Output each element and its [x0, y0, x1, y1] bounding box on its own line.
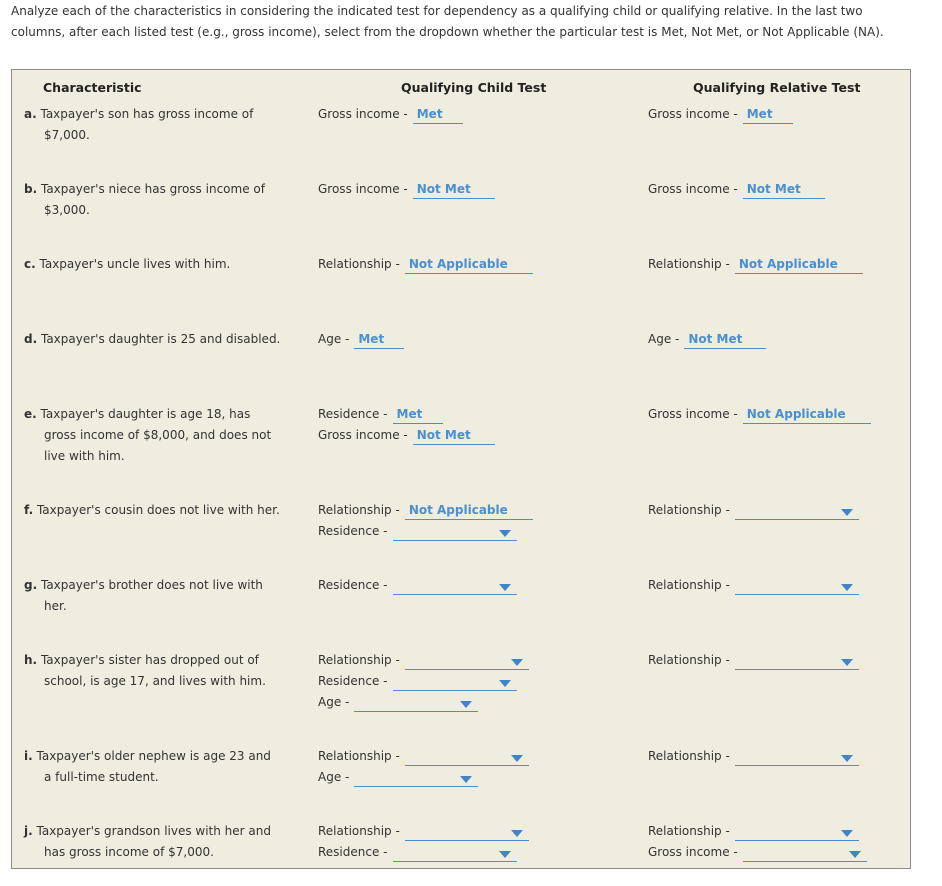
- test-answer-dropdown[interactable]: [393, 671, 517, 691]
- child-test-line: [318, 104, 618, 125]
- child-test-line: [318, 425, 618, 446]
- chevron-down-icon[interactable]: [460, 776, 472, 783]
- child-test-line: [318, 575, 618, 596]
- characteristic-line: Taxpayer's son has gross income of: [40, 107, 254, 121]
- test-label: Residence -: [318, 578, 388, 592]
- characteristic-text: [24, 329, 292, 350]
- relative-tests: [648, 179, 942, 200]
- test-label: Gross income -: [648, 182, 738, 196]
- child-tests: [318, 254, 618, 275]
- characteristic-line: $3,000.: [44, 203, 90, 217]
- item-letter: g.: [24, 578, 38, 592]
- relative-tests: [648, 650, 942, 671]
- characteristic-line: Taxpayer's older nephew is age 23 and: [36, 749, 271, 763]
- relative-test-line: [648, 650, 942, 671]
- characteristic-text: [24, 575, 292, 617]
- test-label: Age -: [648, 332, 680, 346]
- relative-tests: [648, 104, 942, 125]
- characteristic-text: [24, 179, 292, 221]
- child-test-line: [318, 521, 618, 542]
- child-test-line: [318, 821, 618, 842]
- relative-tests: [648, 404, 942, 425]
- test-answer-dropdown[interactable]: Not Applicable: [735, 254, 863, 274]
- test-label: Relationship -: [318, 749, 400, 763]
- child-test-line: [318, 842, 618, 863]
- test-label: Gross income -: [318, 182, 408, 196]
- test-label: Age -: [318, 332, 350, 346]
- relative-tests: [648, 821, 942, 863]
- test-answer-dropdown[interactable]: [405, 821, 529, 841]
- characteristic-line: live with him.: [44, 449, 125, 463]
- test-label: Age -: [318, 695, 350, 709]
- relative-test-line: [648, 329, 942, 350]
- characteristic-line: Taxpayer's uncle lives with him.: [39, 257, 231, 271]
- test-answer-dropdown[interactable]: [354, 767, 478, 787]
- child-test-line: [318, 650, 618, 671]
- characteristic-text: [24, 650, 292, 692]
- header-characteristic: Characteristic: [43, 80, 142, 95]
- test-label: Relationship -: [648, 257, 730, 271]
- test-answer-dropdown[interactable]: [743, 842, 867, 862]
- test-answer-dropdown[interactable]: Met: [743, 104, 793, 124]
- relative-tests: [648, 500, 942, 521]
- test-answer-dropdown[interactable]: Met: [393, 404, 443, 424]
- item-letter: d.: [24, 332, 38, 346]
- test-answer-dropdown[interactable]: [735, 650, 859, 670]
- test-answer-dropdown[interactable]: Not Met: [413, 179, 495, 199]
- child-test-line: [318, 404, 618, 425]
- characteristic-text: [24, 254, 292, 275]
- test-answer-dropdown[interactable]: [354, 692, 478, 712]
- test-label: Age -: [318, 770, 350, 784]
- child-test-line: [318, 254, 618, 275]
- child-test-line: [318, 746, 618, 767]
- test-answer-dropdown[interactable]: Not Met: [743, 179, 825, 199]
- child-tests: [318, 575, 618, 596]
- characteristic-line: Taxpayer's grandson lives with her and: [36, 824, 271, 838]
- test-answer-dropdown[interactable]: [735, 575, 859, 595]
- child-tests: [318, 821, 618, 863]
- characteristic-line: her.: [44, 599, 67, 613]
- item-letter: i.: [24, 749, 33, 763]
- relative-test-line: [648, 404, 942, 425]
- child-tests: [318, 179, 618, 200]
- chevron-down-icon[interactable]: [499, 851, 511, 858]
- chevron-down-icon[interactable]: [511, 830, 523, 837]
- relative-test-line: [648, 104, 942, 125]
- test-label: Residence -: [318, 524, 388, 538]
- item-letter: c.: [24, 257, 36, 271]
- chevron-down-icon[interactable]: [841, 659, 853, 666]
- test-label: Relationship -: [318, 653, 400, 667]
- test-answer-dropdown[interactable]: Not Met: [684, 329, 766, 349]
- test-answer-dropdown[interactable]: Met: [413, 104, 463, 124]
- child-tests: [318, 329, 618, 350]
- relative-test-line: [648, 821, 942, 842]
- test-label: Residence -: [318, 845, 388, 859]
- child-tests: [318, 650, 618, 713]
- characteristic-line: a full-time student.: [44, 770, 159, 784]
- chevron-down-icon[interactable]: [841, 509, 853, 516]
- test-label: Relationship -: [648, 824, 730, 838]
- chevron-down-icon[interactable]: [511, 659, 523, 666]
- relative-test-line: [648, 746, 942, 767]
- header-qualifying-relative: Qualifying Relative Test: [693, 80, 861, 95]
- child-tests: [318, 404, 618, 446]
- test-answer-dropdown[interactable]: Not Applicable: [743, 404, 871, 424]
- item-letter: j.: [24, 824, 33, 838]
- test-label: Relationship -: [648, 503, 730, 517]
- child-test-line: [318, 179, 618, 200]
- chevron-down-icon[interactable]: [511, 755, 523, 762]
- characteristic-line: Taxpayer's niece has gross income of: [40, 182, 265, 196]
- chevron-down-icon[interactable]: [841, 584, 853, 591]
- relative-tests: [648, 575, 942, 596]
- characteristic-text: [24, 500, 292, 521]
- item-letter: h.: [24, 653, 38, 667]
- test-answer-dropdown[interactable]: [735, 821, 859, 841]
- child-test-line: [318, 500, 618, 521]
- chevron-down-icon[interactable]: [849, 851, 861, 858]
- characteristic-text: [24, 821, 292, 863]
- characteristic-line: Taxpayer's brother does not live with: [40, 578, 263, 592]
- test-label: Gross income -: [648, 845, 738, 859]
- test-answer-dropdown[interactable]: [405, 650, 529, 670]
- chevron-down-icon[interactable]: [460, 701, 472, 708]
- test-answer-dropdown[interactable]: [393, 842, 517, 862]
- test-answer-dropdown[interactable]: [735, 746, 859, 766]
- characteristic-line: Taxpayer's daughter is age 18, has: [40, 407, 251, 421]
- test-answer-dropdown[interactable]: [405, 746, 529, 766]
- test-answer-dropdown[interactable]: Met: [354, 329, 404, 349]
- test-label: Gross income -: [648, 407, 738, 421]
- test-label: Relationship -: [648, 578, 730, 592]
- relative-tests: [648, 746, 942, 767]
- test-label: Relationship -: [318, 503, 400, 517]
- chevron-down-icon[interactable]: [841, 755, 853, 762]
- relative-tests: [648, 329, 942, 350]
- chevron-down-icon[interactable]: [499, 584, 511, 591]
- child-tests: [318, 746, 618, 788]
- child-tests: [318, 500, 618, 542]
- test-label: Relationship -: [318, 257, 400, 271]
- characteristic-line: Taxpayer's sister has dropped out of: [40, 653, 259, 667]
- relative-test-line: [648, 842, 942, 863]
- child-test-line: [318, 692, 618, 713]
- child-test-line: [318, 329, 618, 350]
- child-test-line: [318, 767, 618, 788]
- characteristic-line: $7,000.: [44, 128, 90, 142]
- characteristic-line: school, is age 17, and lives with him.: [44, 674, 266, 688]
- relative-test-line: [648, 500, 942, 521]
- characteristic-line: has gross income of $7,000.: [44, 845, 214, 859]
- relative-test-line: [648, 254, 942, 275]
- chevron-down-icon[interactable]: [499, 530, 511, 537]
- item-letter: f.: [24, 503, 34, 517]
- test-answer-dropdown[interactable]: Not Applicable: [405, 500, 533, 520]
- test-answer-dropdown[interactable]: Not Applicable: [405, 254, 533, 274]
- test-answer-dropdown[interactable]: [393, 521, 517, 541]
- test-answer-dropdown[interactable]: Not Met: [413, 425, 495, 445]
- chevron-down-icon[interactable]: [841, 830, 853, 837]
- test-label: Relationship -: [318, 824, 400, 838]
- test-label: Residence -: [318, 407, 388, 421]
- test-label: Gross income -: [318, 107, 408, 121]
- characteristic-line: gross income of $8,000, and does not: [44, 428, 272, 442]
- characteristic-text: [24, 746, 292, 788]
- item-letter: a.: [24, 107, 37, 121]
- characteristic-text: [24, 104, 292, 146]
- relative-tests: [648, 254, 942, 275]
- instructions-text: Analyze each of the characteristics in considering the indicated test for dependency as a qualifying child or qualifying relative. In the last two columns, after each listed test (e.g., gross income), select from the dropdown whether the particular test is Met, Not Met, or Not Applicable (NA).: [11, 4, 884, 39]
- test-label: Relationship -: [648, 653, 730, 667]
- test-answer-dropdown[interactable]: [735, 500, 859, 520]
- test-label: Gross income -: [318, 428, 408, 442]
- test-answer-dropdown[interactable]: [393, 575, 517, 595]
- item-letter: e.: [24, 407, 37, 421]
- test-label: Residence -: [318, 674, 388, 688]
- child-test-line: [318, 671, 618, 692]
- characteristic-line: Taxpayer's daughter is 25 and disabled.: [40, 332, 281, 346]
- characteristic-text: [24, 404, 292, 467]
- dependency-test-panel: [11, 69, 911, 869]
- characteristic-line: Taxpayer's cousin does not live with her.: [36, 503, 280, 517]
- item-letter: b.: [24, 182, 38, 196]
- relative-test-line: [648, 179, 942, 200]
- header-qualifying-child: Qualifying Child Test: [401, 80, 547, 95]
- relative-test-line: [648, 575, 942, 596]
- chevron-down-icon[interactable]: [499, 680, 511, 687]
- test-label: Relationship -: [648, 749, 730, 763]
- test-label: Gross income -: [648, 107, 738, 121]
- child-tests: [318, 104, 618, 125]
